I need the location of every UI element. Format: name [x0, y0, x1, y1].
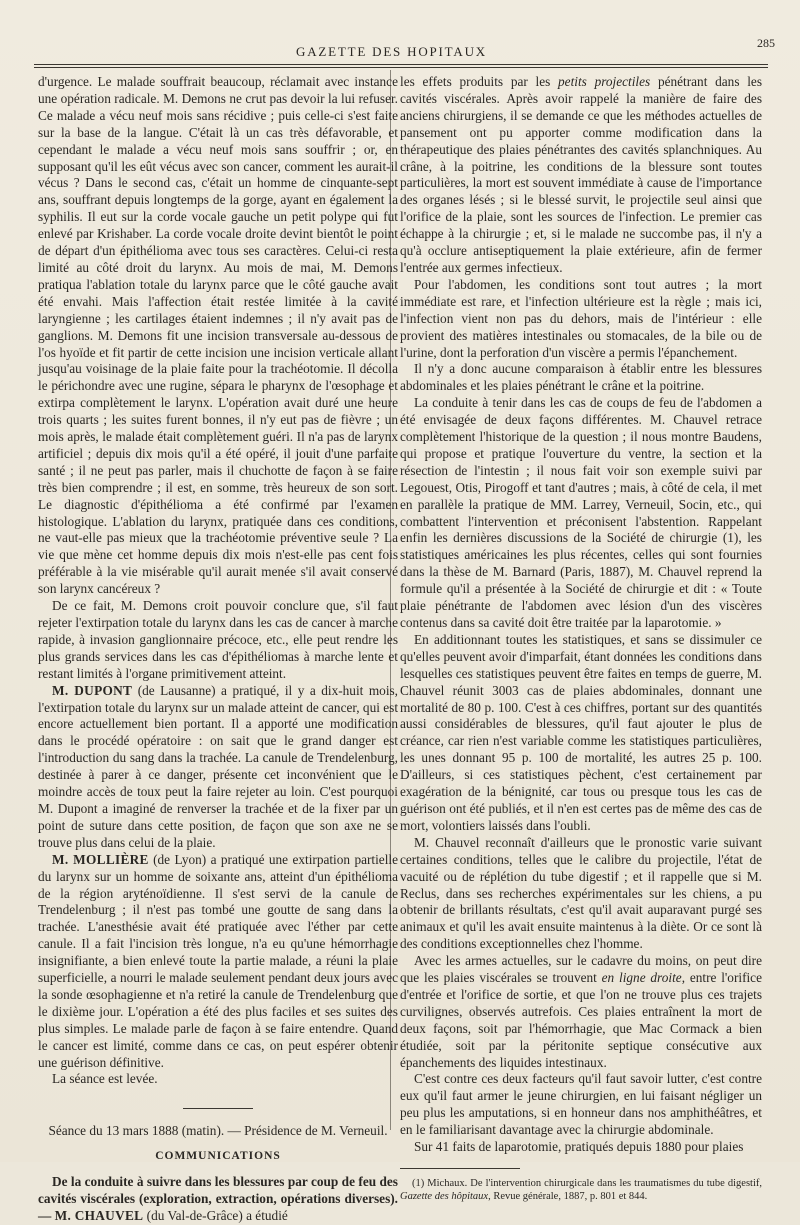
session-heading: Séance du 13 mars 1888 (matin). — Présidence de M. Verneuil. [48, 1123, 388, 1139]
paragraph-text: (du Val-de-Grâce) a étudié [146, 1208, 288, 1223]
footnote: (1) Michaux. De l'intervention chirurgicale dans les traumatismes du tube digestif, Gazette des hôpitaux, Revue générale, 1887, p. 801 et 844. [400, 1178, 762, 1202]
paragraph-text: (de Lausanne) a pratiqué, il y a dix-huit mois, l'extirpation totale du larynx sur un malade atteint de cancer, qui est encore actuellement bien portant. Il a apporté une modification dans le procédé opératoire : on sait que le grand danger est l'introduction du sang dans la trachée. La canule de Trendelenburg, destinée à parer à ce danger, présente cet inconvénient que le moindre accès de toux peut la faire rejeter au loin. C'est pourquoi M. Dupont a imaginé de renverser la trachée et de la fixer par un point de suture dans cette position, de façon que son axe ne se trouve plus dans celui de la plaie. [38, 682, 399, 850]
paragraph: La conduite à tenir dans les cas de coups de feu de l'abdomen a été envisagée de deux façons différentes. M. Chauvel retrace complètement l'historique de la question ; il nous montre Baudens, qui propose et pratique l'ouverture du ventre, la section et la résection de l'intestin ; il nous fait voir son exemple suivi par Legouest, Otis, Pirogoff et tant d'autres ; mais, à côté de cela, il met en parallèle la pratique de MM. Larrey, Verneuil, Socin, etc., qui combattent l'intervention et préconisent l'abstention. Rappelant enfin les dernières discussions de la Société de chirurgie (1), les statistiques américaines les plus récentes, celles qui sont fournies dans la thèse de M. Barnard (Paris, 1887), M. Chauvel reprend la formule qu'il a présentée à la Société de chirurgie et dit : « Toute plaie pénétrante de l'abdomen avec lésion d'un des viscères contenus dans sa cavité doit être traitée par la laparotomie. » [400, 395, 762, 630]
paragraph: Avec les armes actuelles, sur le cadavre du moins, on peut dire que les plaies viscérales se trouvent en ligne droite, entre l'orifice d'entrée et l'orifice de sortie, et que l'on ne trouve plus ces trajets curvilignes, observés autrefois. Ces plaies entraînent la mort de deux façons, soit par l'hémorrhagie, que Mac Cormack a bien étudiée, soit par la péritonite septique consécutive aux épanchements des liquides intestinaux. [400, 953, 762, 1070]
paragraph-text: (de Lyon) a pratiqué une extirpation partielle du larynx sur un homme de soixante ans, atteint d'un épithélioma de la région aryténoïdienne. Il s'est servi de la canule de Trendelenburg ; il n'est pas tombé une goutte de sang dans la trachée. L'anesthésie avait été pratiquée avec l'éther par cette canule. Il a fait l'incision très longue, n'a eu qu'une hémorrhagie insignifiante, a bien enlevé toute la partie malade, a réuni la plaie superficielle, a nourri le malade seulement pendant deux jours avec la sonde œsophagienne et n'a retiré la canule de Trendelenburg que le dixième jour. L'opération a été des plus faciles et ses suites des plus simples. Le malade parle de façon à se faire entendre. Quand le cancer est limité, comme dans ce cas, on peut espérer obtenir une guérison définitive. [38, 851, 398, 1070]
section-heading: COMMUNICATIONS [155, 1150, 281, 1163]
paragraph: d'urgence. Le malade souffrait beaucoup, réclamait avec instance une opération radicale. M. Demons ne crut pas devoir la lui refuser. Ce malade a vécu neuf mois sans récidive ; puis celle-ci s'est faite sur la base de la langue. C'était là un cas très défavorable, et cependant le malade a vécu neuf mois sans souffrir ; or, en supposant qu'il les eût vécus avec son cancer, comment les aurait-il vécus ? Dans le second cas, c'était un homme de cinquante-sept ans, souffrant depuis longtemps de la gorge, ayant en également la syphilis. Il eut sur la corde vocale gauche un petit polype qui fut enlevé par Krishaber. La corde vocale droite devint bientôt le point de départ d'un épithélioma avec tous ses caractères. Celui-ci resta limité au côté droit du larynx. Au mois de mai, M. Demons pratiqua l'ablation totale du larynx parce que le côté gauche avait été envahi. Mais l'affection était restée limitée à la cavité laryngienne ; les cartilages étaient indemnes ; il n'y avait pas de ganglions. M. Demons fit une incision transversale au-dessous de l'os hyoïde et fit partir de cette incision une incision verticale allant jusqu'au voisinage de la plaie faite pour la trachéotomie. Il décolla le périchondre avec une rugine, sépara le pharynx de l'œsophage et extirpa complètement le larynx. L'opération avait duré une heure trois quarts ; les suites furent bonnes, il n'y eut pas de fièvre ; un mois après, le malade était complètement guéri. Il n'a pas de larynx artificiel ; depuis dix mois qu'il a été opéré, il jouit d'une parfaite santé ; il ne peut pas parler, mais il chuchotte de façon à se faire très bien comprendre ; il est, en somme, très heureux de son sort. Le diagnostic d'épithélioma a été confirmé par l'examen histologique. L'ablation du larynx, pratiquée dans ces conditions, ne vaut-elle pas mieux que la trachéotomie préventive seule ? La vie que mène cet homme depuis dix mois n'est-elle pas cent fois préférable à la vie misérable qu'il aurait menée s'il avait conservé son larynx cancéreux ? [38, 74, 398, 597]
paragraph: Sur 41 faits de laparotomie, pratiqués depuis 1880 pour plaies [414, 1139, 744, 1155]
paragraph: C'est contre ces deux facteurs qu'il faut savoir lutter, c'est contre eux qu'il faut armer le jeune chirurgien, en lui faisant négliger un peu plus les amputations, si en honneur dans nos amphithéâtres, et en le familiarisant davantage avec la chirurgie abdominale. [400, 1071, 762, 1138]
paragraph: les effets produits par les petits projectiles pénétrant dans les cavités viscérales. Après avoir rappelé la manière de faire des anciens chirurgiens, il se demande ce que les méthodes actuelles de pansement ont pu apporter comme modification dans la thérapeutique des plaies pénétrantes des cavités splanchniques. Au crâne, à la poitrine, les conditions de la blessure sont toutes particulières, la mort est souvent immédiate à cause de l'importance des organes lésés ; si le blessé survit, le projectile seul ainsi que l'orifice de la plaie, sont les sources de l'infection. Le premier cas échappe à la chirurgie ; et, si le malade ne succombe pas, il n'y a qu'à occlure antiseptiquement la plaie extérieure, afin de fermer l'entrée aux germes infectieux. [400, 74, 762, 275]
communication-title-paragraph: De la conduite à suivre dans les blessures par coup de feu des cavités viscérales (exploration, extraction, opérations diverses). — M. CHAUVEL (du Val-de-Grâce) a étudié [38, 1174, 398, 1223]
header-rule [34, 64, 768, 68]
paragraph: Pour l'abdomen, les conditions sont tout autres ; la mort immédiate est rare, et l'infection ultérieure est la règle ; mais ici, l'infection vient non pas du dehors, mais de l'intérieur : elle provient des matières intestinales ou stomacales, de la bile ou de l'urine, dont la perforation d'un viscère a permis l'épanchement. [400, 276, 762, 360]
paragraph [38, 852, 398, 1072]
paragraph: En additionnant toutes les statistiques, et sans se dissimuler ce qu'elles peuvent avoir d'imparfait, étant données les conditions dans lesquelles ces statistiques peuvent être faites en temps de guerre, M. Chauvel réunit 3003 cas de plaies abdominales, donnant une mortalité de 80 p. 100. C'est à ces chiffres, portant sur des quantités aussi considérables de blessures, qu'il faut ajouter le plus de créance, car rien n'est variable comme les statistiques particulières, les unes donnant 95 p. 100 de mortalité, les autres 25 p. 100. D'ailleurs, si ces statistiques pèchent, c'est certainement par exagération de la bénignité, car tous ou presque tous les cas de guérison ont été publiés, et il n'en est certes pas de même des cas de mort, volontiers laissés dans l'oubli. [400, 631, 762, 833]
page-number: 285 [757, 36, 775, 50]
section-rule [183, 1108, 253, 1109]
running-title: GAZETTE DES HOPITAUX [296, 44, 487, 59]
left-column [38, 74, 399, 1223]
paragraph: M. Chauvel reconnaît d'ailleurs que le pronostic varie suivant certaines conditions, telles que le calibre du projectile, l'état de vacuité ou de réplétion du tube digestif ; et il rappelle que si M. Reclus, dans ses recherches expérimentales sur les chiens, a pu obtenir de brillants résultats, c'est qu'il avait auparavant purgé ses animaux et qu'il les avait ensuite maintenus à la diète. Or ce sont là des conditions exceptionnelles chez l'homme. [400, 834, 762, 952]
paragraph: De ce fait, M. Demons croit pouvoir conclure que, s'il faut rejeter l'extirpation totale du larynx dans les cas de cancer à marche rapide, à invasion ganglionnaire précoce, etc., elle peut rendre les plus grands services dans les cas d'épithéliomas à marche lente et restant limités à l'organe primitivement atteint. [38, 598, 398, 681]
footnote-journal: Gazette des hôpitaux [400, 1191, 489, 1202]
italic-phrase: en ligne droite [601, 970, 682, 986]
paragraph: Il n'y a donc aucune comparaison à établir entre les blessures abdominales et les plaies pénétrant le crâne et la poitrine. [400, 361, 762, 394]
author-name: M. CHAUVEL [54, 1208, 144, 1223]
speaker-name: M. MOLLIÈRE [52, 851, 149, 867]
paragraph [38, 683, 398, 852]
session-closed: La séance est levée. [52, 1071, 158, 1087]
communication-title: De la conduite à suivre dans les blessures par coup de feu des cavités viscérales (exploration, extraction, opérations diverses). [38, 1174, 398, 1207]
footnote-rule [400, 1168, 520, 1169]
right-column [400, 74, 762, 1202]
italic-phrase: petits projectiles [558, 74, 651, 89]
speaker-name: M. DUPONT [52, 682, 133, 698]
page-header [0, 36, 800, 64]
